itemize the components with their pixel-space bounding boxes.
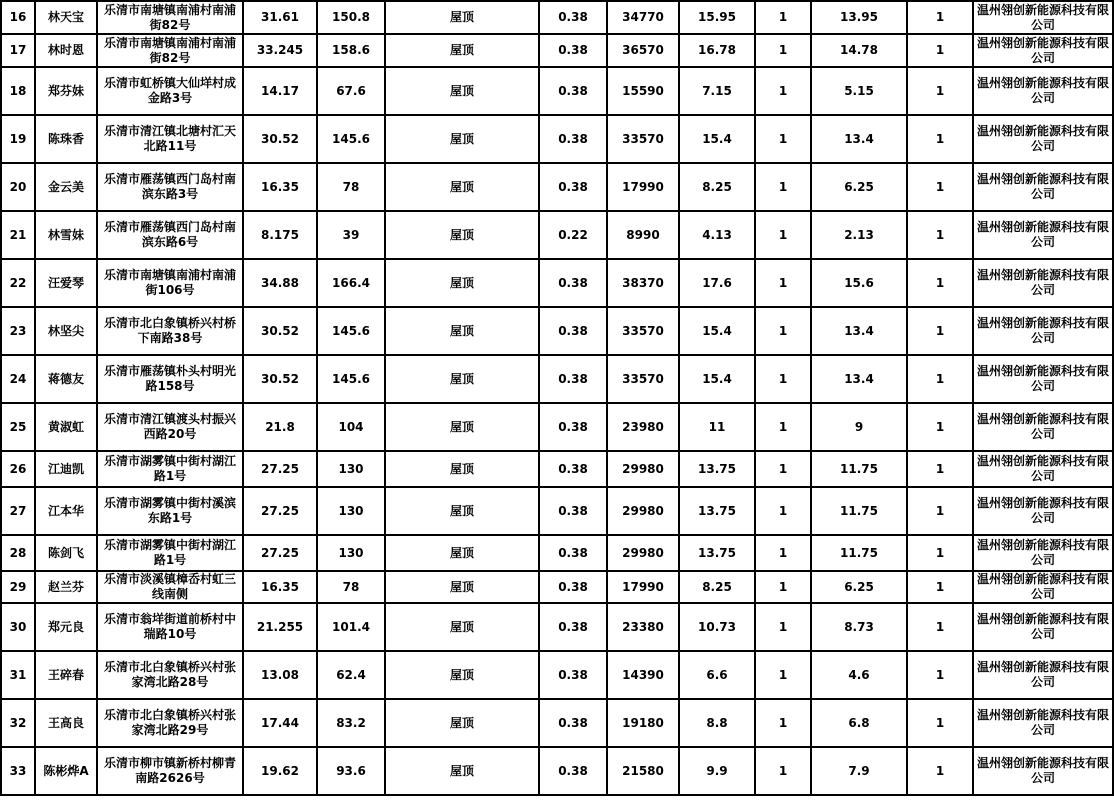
table-row <box>1 67 1113 115</box>
company-cell: 温州翎创新能源科技有限公司 <box>973 34 1113 67</box>
area-cell: 39 <box>317 211 385 259</box>
count-a-cell: 1 <box>755 307 811 355</box>
value-b-cell: 8.73 <box>811 603 907 651</box>
address-cell: 乐清市南塘镇南浦村南浦街106号 <box>97 259 243 307</box>
count-a-cell: 1 <box>755 259 811 307</box>
owner-name: 陈彬烨A <box>35 747 97 795</box>
owner-name: 郑元良 <box>35 603 97 651</box>
capacity-cell: 33.245 <box>243 34 317 67</box>
count-a-cell: 1 <box>755 115 811 163</box>
table-row <box>1 603 1113 651</box>
count-b-cell: 1 <box>907 163 973 211</box>
area-cell: 130 <box>317 535 385 571</box>
table-row <box>1 163 1113 211</box>
count-b-cell: 1 <box>907 355 973 403</box>
value-a-cell: 4.13 <box>679 211 755 259</box>
install-type-cell: 屋顶 <box>385 307 539 355</box>
amount-cell: 21580 <box>607 747 679 795</box>
amount-cell: 14390 <box>607 651 679 699</box>
row-number: 26 <box>1 451 35 487</box>
area-cell: 67.6 <box>317 67 385 115</box>
amount-cell: 29980 <box>607 535 679 571</box>
row-number: 21 <box>1 211 35 259</box>
count-b-cell: 1 <box>907 487 973 535</box>
address-cell: 乐清市翁垟街道前桥村中瑞路10号 <box>97 603 243 651</box>
count-a-cell: 1 <box>755 603 811 651</box>
install-type-cell: 屋顶 <box>385 211 539 259</box>
count-b-cell: 1 <box>907 535 973 571</box>
owner-name: 陈剑飞 <box>35 535 97 571</box>
company-cell: 温州翎创新能源科技有限公司 <box>973 115 1113 163</box>
table-row <box>1 535 1113 571</box>
install-type-cell: 屋顶 <box>385 34 539 67</box>
install-type-cell: 屋顶 <box>385 1 539 34</box>
value-b-cell: 6.25 <box>811 163 907 211</box>
company-cell: 温州翎创新能源科技有限公司 <box>973 747 1113 795</box>
company-cell: 温州翎创新能源科技有限公司 <box>973 67 1113 115</box>
owner-name: 江本华 <box>35 487 97 535</box>
area-cell: 62.4 <box>317 651 385 699</box>
count-b-cell: 1 <box>907 603 973 651</box>
count-a-cell: 1 <box>755 747 811 795</box>
table-row <box>1 34 1113 67</box>
count-b-cell: 1 <box>907 115 973 163</box>
area-cell: 158.6 <box>317 34 385 67</box>
address-cell: 乐清市北白象镇桥兴村桥下南路38号 <box>97 307 243 355</box>
capacity-cell: 16.35 <box>243 571 317 603</box>
ratio-cell: 0.38 <box>539 259 607 307</box>
table-row <box>1 451 1113 487</box>
table-row <box>1 1 1113 34</box>
count-a-cell: 1 <box>755 487 811 535</box>
count-b-cell: 1 <box>907 451 973 487</box>
row-number: 30 <box>1 603 35 651</box>
ratio-cell: 0.38 <box>539 535 607 571</box>
table-row <box>1 307 1113 355</box>
address-cell: 乐清市清江镇北塘村汇天北路11号 <box>97 115 243 163</box>
capacity-cell: 17.44 <box>243 699 317 747</box>
area-cell: 130 <box>317 451 385 487</box>
value-a-cell: 9.9 <box>679 747 755 795</box>
company-cell: 温州翎创新能源科技有限公司 <box>973 163 1113 211</box>
area-cell: 83.2 <box>317 699 385 747</box>
count-a-cell: 1 <box>755 1 811 34</box>
amount-cell: 29980 <box>607 487 679 535</box>
count-b-cell: 1 <box>907 651 973 699</box>
install-type-cell: 屋顶 <box>385 535 539 571</box>
value-b-cell: 14.78 <box>811 34 907 67</box>
ratio-cell: 0.38 <box>539 403 607 451</box>
address-cell: 乐清市南塘镇南浦村南浦街82号 <box>97 34 243 67</box>
value-b-cell: 11.75 <box>811 487 907 535</box>
owner-name: 汪爱琴 <box>35 259 97 307</box>
capacity-cell: 27.25 <box>243 535 317 571</box>
owner-name: 王高良 <box>35 699 97 747</box>
value-b-cell: 11.75 <box>811 535 907 571</box>
table-row <box>1 115 1113 163</box>
ratio-cell: 0.38 <box>539 747 607 795</box>
install-type-cell: 屋顶 <box>385 487 539 535</box>
row-number: 24 <box>1 355 35 403</box>
value-a-cell: 11 <box>679 403 755 451</box>
address-cell: 乐清市北白象镇桥兴村张家湾北路28号 <box>97 651 243 699</box>
value-b-cell: 13.4 <box>811 115 907 163</box>
row-number: 20 <box>1 163 35 211</box>
table-row <box>1 259 1113 307</box>
row-number: 33 <box>1 747 35 795</box>
company-cell: 温州翎创新能源科技有限公司 <box>973 487 1113 535</box>
area-cell: 166.4 <box>317 259 385 307</box>
amount-cell: 36570 <box>607 34 679 67</box>
area-cell: 93.6 <box>317 747 385 795</box>
value-a-cell: 13.75 <box>679 451 755 487</box>
address-cell: 乐清市北白象镇桥兴村张家湾北路29号 <box>97 699 243 747</box>
table-row <box>1 699 1113 747</box>
count-b-cell: 1 <box>907 571 973 603</box>
table-body <box>1 1 1113 795</box>
row-number: 18 <box>1 67 35 115</box>
address-cell: 乐清市清江镇渡头村振兴西路20号 <box>97 403 243 451</box>
amount-cell: 8990 <box>607 211 679 259</box>
amount-cell: 38370 <box>607 259 679 307</box>
count-b-cell: 1 <box>907 307 973 355</box>
company-cell: 温州翎创新能源科技有限公司 <box>973 603 1113 651</box>
value-a-cell: 8.25 <box>679 163 755 211</box>
company-cell: 温州翎创新能源科技有限公司 <box>973 403 1113 451</box>
capacity-cell: 16.35 <box>243 163 317 211</box>
address-cell: 乐清市南塘镇南浦村南浦街82号 <box>97 1 243 34</box>
address-cell: 乐清市柳市镇新桥村柳青南路2626号 <box>97 747 243 795</box>
table-row <box>1 355 1113 403</box>
company-cell: 温州翎创新能源科技有限公司 <box>973 451 1113 487</box>
count-b-cell: 1 <box>907 67 973 115</box>
row-number: 31 <box>1 651 35 699</box>
amount-cell: 29980 <box>607 451 679 487</box>
install-type-cell: 屋顶 <box>385 259 539 307</box>
count-a-cell: 1 <box>755 211 811 259</box>
amount-cell: 33570 <box>607 115 679 163</box>
amount-cell: 33570 <box>607 355 679 403</box>
install-type-cell: 屋顶 <box>385 699 539 747</box>
value-b-cell: 11.75 <box>811 451 907 487</box>
value-a-cell: 13.75 <box>679 535 755 571</box>
ratio-cell: 0.38 <box>539 355 607 403</box>
value-a-cell: 15.95 <box>679 1 755 34</box>
address-cell: 乐清市湖雾镇中街村湖江路1号 <box>97 535 243 571</box>
ratio-cell: 0.38 <box>539 307 607 355</box>
owner-name: 金云美 <box>35 163 97 211</box>
amount-cell: 34770 <box>607 1 679 34</box>
count-b-cell: 1 <box>907 34 973 67</box>
address-cell: 乐清市虹桥镇大仙垟村成金路3号 <box>97 67 243 115</box>
ratio-cell: 0.38 <box>539 34 607 67</box>
count-a-cell: 1 <box>755 651 811 699</box>
value-b-cell: 5.15 <box>811 67 907 115</box>
value-b-cell: 13.95 <box>811 1 907 34</box>
area-cell: 78 <box>317 571 385 603</box>
table-row <box>1 487 1113 535</box>
count-a-cell: 1 <box>755 403 811 451</box>
value-b-cell: 13.4 <box>811 307 907 355</box>
company-cell: 温州翎创新能源科技有限公司 <box>973 355 1113 403</box>
company-cell: 温州翎创新能源科技有限公司 <box>973 699 1113 747</box>
capacity-cell: 14.17 <box>243 67 317 115</box>
table-row <box>1 747 1113 795</box>
value-a-cell: 8.25 <box>679 571 755 603</box>
value-b-cell: 13.4 <box>811 355 907 403</box>
area-cell: 145.6 <box>317 307 385 355</box>
table-row <box>1 403 1113 451</box>
row-number: 17 <box>1 34 35 67</box>
count-a-cell: 1 <box>755 355 811 403</box>
table-row <box>1 571 1113 603</box>
owner-name: 郑芬妹 <box>35 67 97 115</box>
ratio-cell: 0.22 <box>539 211 607 259</box>
table-row <box>1 211 1113 259</box>
install-type-cell: 屋顶 <box>385 403 539 451</box>
count-a-cell: 1 <box>755 34 811 67</box>
area-cell: 145.6 <box>317 355 385 403</box>
amount-cell: 23980 <box>607 403 679 451</box>
count-a-cell: 1 <box>755 535 811 571</box>
value-b-cell: 9 <box>811 403 907 451</box>
count-a-cell: 1 <box>755 571 811 603</box>
amount-cell: 17990 <box>607 571 679 603</box>
amount-cell: 15590 <box>607 67 679 115</box>
count-b-cell: 1 <box>907 699 973 747</box>
ratio-cell: 0.38 <box>539 451 607 487</box>
company-cell: 温州翎创新能源科技有限公司 <box>973 1 1113 34</box>
count-a-cell: 1 <box>755 163 811 211</box>
owner-name: 林时恩 <box>35 34 97 67</box>
ratio-cell: 0.38 <box>539 487 607 535</box>
value-a-cell: 8.8 <box>679 699 755 747</box>
row-number: 22 <box>1 259 35 307</box>
owner-name: 陈珠香 <box>35 115 97 163</box>
value-b-cell: 6.25 <box>811 571 907 603</box>
address-cell: 乐清市湖雾镇中街村湖江路1号 <box>97 451 243 487</box>
value-a-cell: 10.73 <box>679 603 755 651</box>
ratio-cell: 0.38 <box>539 651 607 699</box>
install-type-cell: 屋顶 <box>385 115 539 163</box>
install-type-cell: 屋顶 <box>385 355 539 403</box>
ratio-cell: 0.38 <box>539 699 607 747</box>
capacity-cell: 8.175 <box>243 211 317 259</box>
value-b-cell: 7.9 <box>811 747 907 795</box>
company-cell: 温州翎创新能源科技有限公司 <box>973 535 1113 571</box>
ratio-cell: 0.38 <box>539 115 607 163</box>
value-b-cell: 4.6 <box>811 651 907 699</box>
row-number: 23 <box>1 307 35 355</box>
install-type-cell: 屋顶 <box>385 747 539 795</box>
ratio-cell: 0.38 <box>539 603 607 651</box>
count-b-cell: 1 <box>907 747 973 795</box>
capacity-cell: 27.25 <box>243 487 317 535</box>
owner-name: 林雪妹 <box>35 211 97 259</box>
count-b-cell: 1 <box>907 403 973 451</box>
area-cell: 101.4 <box>317 603 385 651</box>
amount-cell: 33570 <box>607 307 679 355</box>
owner-name: 林天宝 <box>35 1 97 34</box>
table-row <box>1 651 1113 699</box>
count-a-cell: 1 <box>755 699 811 747</box>
row-number: 27 <box>1 487 35 535</box>
value-b-cell: 6.8 <box>811 699 907 747</box>
owner-name: 林坚尖 <box>35 307 97 355</box>
count-b-cell: 1 <box>907 259 973 307</box>
value-a-cell: 17.6 <box>679 259 755 307</box>
address-cell: 乐清市雁荡镇西门岛村南滨东路3号 <box>97 163 243 211</box>
ratio-cell: 0.38 <box>539 571 607 603</box>
value-a-cell: 6.6 <box>679 651 755 699</box>
value-a-cell: 16.78 <box>679 34 755 67</box>
capacity-cell: 31.61 <box>243 1 317 34</box>
value-b-cell: 2.13 <box>811 211 907 259</box>
capacity-cell: 34.88 <box>243 259 317 307</box>
owner-name: 黄淑虹 <box>35 403 97 451</box>
capacity-cell: 21.255 <box>243 603 317 651</box>
value-a-cell: 15.4 <box>679 307 755 355</box>
company-cell: 温州翎创新能源科技有限公司 <box>973 211 1113 259</box>
count-b-cell: 1 <box>907 1 973 34</box>
install-type-cell: 屋顶 <box>385 67 539 115</box>
amount-cell: 19180 <box>607 699 679 747</box>
value-a-cell: 15.4 <box>679 115 755 163</box>
install-type-cell: 屋顶 <box>385 163 539 211</box>
owner-name: 江迪凯 <box>35 451 97 487</box>
install-type-cell: 屋顶 <box>385 603 539 651</box>
address-cell: 乐清市雁荡镇西门岛村南滨东路6号 <box>97 211 243 259</box>
value-a-cell: 7.15 <box>679 67 755 115</box>
amount-cell: 23380 <box>607 603 679 651</box>
company-cell: 温州翎创新能源科技有限公司 <box>973 651 1113 699</box>
area-cell: 130 <box>317 487 385 535</box>
company-cell: 温州翎创新能源科技有限公司 <box>973 571 1113 603</box>
install-type-cell: 屋顶 <box>385 451 539 487</box>
address-cell: 乐清市淡溪镇樟岙村虹三线南侧 <box>97 571 243 603</box>
ratio-cell: 0.38 <box>539 67 607 115</box>
row-number: 19 <box>1 115 35 163</box>
install-type-cell: 屋顶 <box>385 651 539 699</box>
count-a-cell: 1 <box>755 451 811 487</box>
capacity-cell: 19.62 <box>243 747 317 795</box>
value-a-cell: 13.75 <box>679 487 755 535</box>
address-cell: 乐清市湖雾镇中街村溪滨东路1号 <box>97 487 243 535</box>
install-type-cell: 屋顶 <box>385 571 539 603</box>
area-cell: 104 <box>317 403 385 451</box>
ratio-cell: 0.38 <box>539 163 607 211</box>
capacity-cell: 30.52 <box>243 355 317 403</box>
amount-cell: 17990 <box>607 163 679 211</box>
ratio-cell: 0.38 <box>539 1 607 34</box>
area-cell: 78 <box>317 163 385 211</box>
owner-name: 赵兰芬 <box>35 571 97 603</box>
capacity-cell: 27.25 <box>243 451 317 487</box>
area-cell: 150.8 <box>317 1 385 34</box>
capacity-cell: 30.52 <box>243 307 317 355</box>
company-cell: 温州翎创新能源科技有限公司 <box>973 259 1113 307</box>
capacity-cell: 13.08 <box>243 651 317 699</box>
row-number: 32 <box>1 699 35 747</box>
count-b-cell: 1 <box>907 211 973 259</box>
company-cell: 温州翎创新能源科技有限公司 <box>973 307 1113 355</box>
row-number: 29 <box>1 571 35 603</box>
capacity-cell: 21.8 <box>243 403 317 451</box>
row-number: 16 <box>1 1 35 34</box>
row-number: 25 <box>1 403 35 451</box>
area-cell: 145.6 <box>317 115 385 163</box>
value-a-cell: 15.4 <box>679 355 755 403</box>
count-a-cell: 1 <box>755 67 811 115</box>
row-number: 28 <box>1 535 35 571</box>
value-b-cell: 15.6 <box>811 259 907 307</box>
owner-name: 王碎春 <box>35 651 97 699</box>
owner-name: 蒋德友 <box>35 355 97 403</box>
address-cell: 乐清市雁荡镇朴头村明光路158号 <box>97 355 243 403</box>
capacity-cell: 30.52 <box>243 115 317 163</box>
